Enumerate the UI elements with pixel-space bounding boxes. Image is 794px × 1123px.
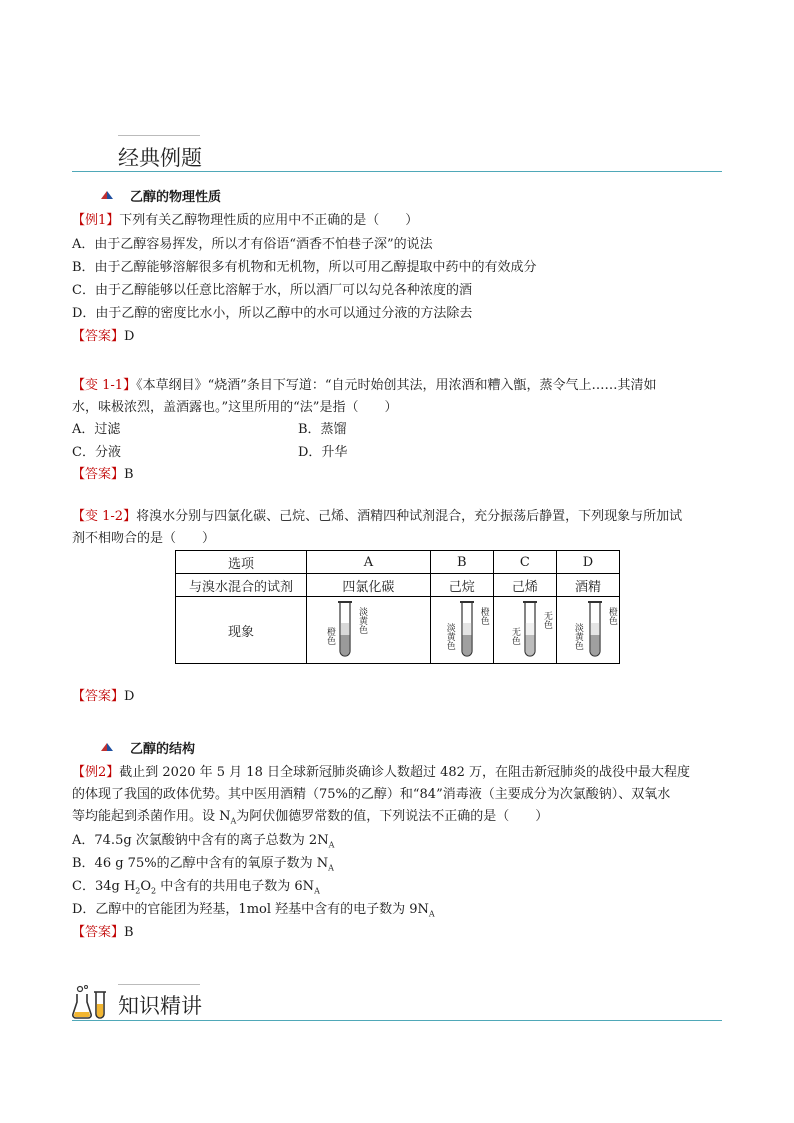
var11-option-d: D．升华	[298, 445, 348, 460]
topic-bullet-icon	[101, 742, 113, 752]
section-title-knowledge: 知识精讲	[118, 994, 202, 1018]
table-row-reagent-label: 与溴水混合的试剂	[176, 574, 307, 597]
section-title-classic: 经典例题	[118, 146, 202, 170]
section-top-rule-knowledge	[118, 984, 200, 985]
var11-answer-value: B	[124, 467, 134, 482]
ex2-text1: 截止到 2020 年 5 月 18 日全球新冠肺炎确诊人数超过 482 万，在阻击新冠肺炎的战役中最大程度	[119, 765, 691, 780]
var12-answer-value: D	[124, 689, 135, 704]
ex2-option-c	[72, 878, 320, 896]
section-rule-classic	[72, 171, 722, 172]
var11-line1	[72, 377, 657, 395]
test-tube-icon	[587, 601, 603, 659]
ex2-option-a	[72, 832, 334, 850]
table-header-b: B	[430, 551, 493, 574]
ex2-line2: 的体现了我国的政体优势。其中医用酒精（75%的乙醇）和“84”消毒液（主要成分为次氯酸钠）、双氧水	[72, 787, 671, 802]
section-rule-knowledge	[72, 1020, 722, 1021]
ex2-option-c-sub-h: 2	[135, 886, 141, 896]
ex1-answer	[72, 328, 134, 346]
topic-title-structure: 乙醇的结构	[130, 742, 196, 757]
var11-text1: 《本草纲目》“烧酒”条目下写道：“自元时始创其法，用浓酒和糟入甑，蒸令气上……其清如	[136, 378, 657, 393]
ex2-option-b-sub: A	[328, 863, 334, 873]
tube-b-right-label: 橙色	[478, 607, 489, 625]
table-header-a: A	[307, 551, 431, 574]
tube-d-left-label: 淡黄色	[572, 623, 583, 650]
ex2-option-b	[72, 855, 334, 873]
var11-option-c: C．分液	[72, 445, 121, 460]
table-reagent-d: 酒精	[556, 574, 619, 597]
ex2-line3-pre: 等均能起到杀菌作用。设 N	[72, 809, 231, 824]
topic-bullet-icon	[101, 190, 113, 200]
ex1-tag: 【例1】	[72, 213, 120, 228]
var11-tag: 【变 1-1】	[72, 378, 137, 393]
table-reagent-c: 己烯	[493, 574, 556, 597]
ex1-question	[72, 212, 418, 230]
table-phenomenon-label: 现象	[176, 597, 307, 664]
ex1-question-text: 下列有关乙醇物理性质的应用中不正确的是（ ）	[119, 213, 419, 228]
ex1-option-d: D．由于乙醇的密度比水小，所以乙醇中的水可以通过分液的方法除去	[72, 306, 473, 321]
ex2-option-c-sub-a: A	[314, 886, 320, 896]
var12-tag: 【变 1-2】	[72, 509, 137, 524]
flask-icon	[72, 984, 110, 1020]
test-tube-icon	[337, 601, 353, 659]
table-reagent-a: 四氯化碳	[307, 574, 431, 597]
var12-text1: 将溴水分别与四氯化碳、己烷、己烯、酒精四种试剂混合，充分振荡后静置，下列现象与所加试	[136, 509, 683, 524]
ex1-option-a: A．由于乙醇容易挥发，所以才有俗语“酒香不怕巷子深”的说法	[72, 237, 433, 252]
section-top-rule	[118, 135, 200, 136]
tube-cell-a	[307, 597, 431, 664]
ex2-option-c-sub-o: 2	[151, 886, 157, 896]
var11-answer	[72, 466, 134, 484]
tube-b-left-label: 淡黄色	[444, 623, 455, 650]
var11-option-b: B．蒸馏	[298, 422, 347, 437]
tube-a-right-label: 淡黄色	[357, 607, 367, 634]
ex2-answer	[72, 924, 134, 942]
ex2-option-c-text: C．34g H	[72, 879, 136, 894]
tube-cell-d	[556, 597, 619, 664]
table-header-d: D	[556, 551, 619, 574]
ex1-answer-tag: 【答案】	[72, 329, 125, 344]
ex2-option-c-post: 中含有的共用电子数为 6N	[156, 879, 315, 894]
ex2-line3-sub: A	[230, 816, 237, 826]
reagent-table	[175, 550, 620, 664]
table-header-c: C	[493, 551, 556, 574]
var11-answer-tag: 【答案】	[72, 467, 125, 482]
var12-line2: 剂不相吻合的是（ ）	[72, 531, 216, 546]
ex2-option-c-o: O	[140, 879, 152, 894]
ex2-option-b-text: B．46 g 75%的乙醇中含有的氧原子数为 N	[72, 856, 329, 871]
ex2-option-d	[72, 901, 435, 919]
var11-option-a: A．过滤	[72, 422, 121, 437]
ex2-option-d-sub: A	[428, 909, 435, 919]
ex2-line1	[72, 764, 690, 782]
tube-cell-c	[493, 597, 556, 664]
test-tube-icon	[459, 601, 475, 659]
ex2-tag: 【例2】	[72, 765, 120, 780]
table-reagent-b: 己烷	[430, 574, 493, 597]
ex1-answer-value: D	[124, 329, 135, 344]
ex2-line3	[72, 808, 548, 826]
ex2-option-a-sub: A	[328, 840, 335, 850]
ex1-option-c: C．由于乙醇能够以任意比溶解于水，所以酒厂可以勾兑各种浓度的酒	[72, 283, 472, 298]
ex2-answer-tag: 【答案】	[72, 925, 125, 940]
ex1-option-b: B．由于乙醇能够溶解很多有机物和无机物，所以可用乙醇提取中药中的有效成分	[72, 260, 537, 275]
tube-d-right-label: 橙色	[606, 607, 617, 625]
tube-c-right-label: 无色	[541, 611, 552, 629]
table-header-option: 选项	[176, 551, 307, 574]
var12-line1	[72, 508, 682, 526]
var12-answer-tag: 【答案】	[72, 689, 125, 704]
ex2-answer-value: B	[124, 925, 134, 940]
ex2-option-d-text: D．乙醇中的官能团为羟基，1mol 羟基中含有的电子数为 9N	[72, 902, 429, 917]
ex2-option-a-text: A．74.5g 次氯酸钠中含有的离子总数为 2N	[72, 833, 329, 848]
test-tube-icon	[522, 601, 538, 659]
topic-title-physical: 乙醇的物理性质	[130, 190, 222, 205]
var11-line2: 水，味极浓烈，盖酒露也。”这里所用的“法”是指（ ）	[72, 400, 398, 415]
ex2-line3-post: 为阿伏伽德罗常数的值，下列说法不正确的是（ ）	[236, 809, 549, 824]
tube-cell-b	[430, 597, 493, 664]
var12-answer	[72, 688, 134, 706]
tube-c-left-label: 无色	[509, 627, 520, 645]
tube-a-left-label: 橙色	[325, 627, 335, 645]
